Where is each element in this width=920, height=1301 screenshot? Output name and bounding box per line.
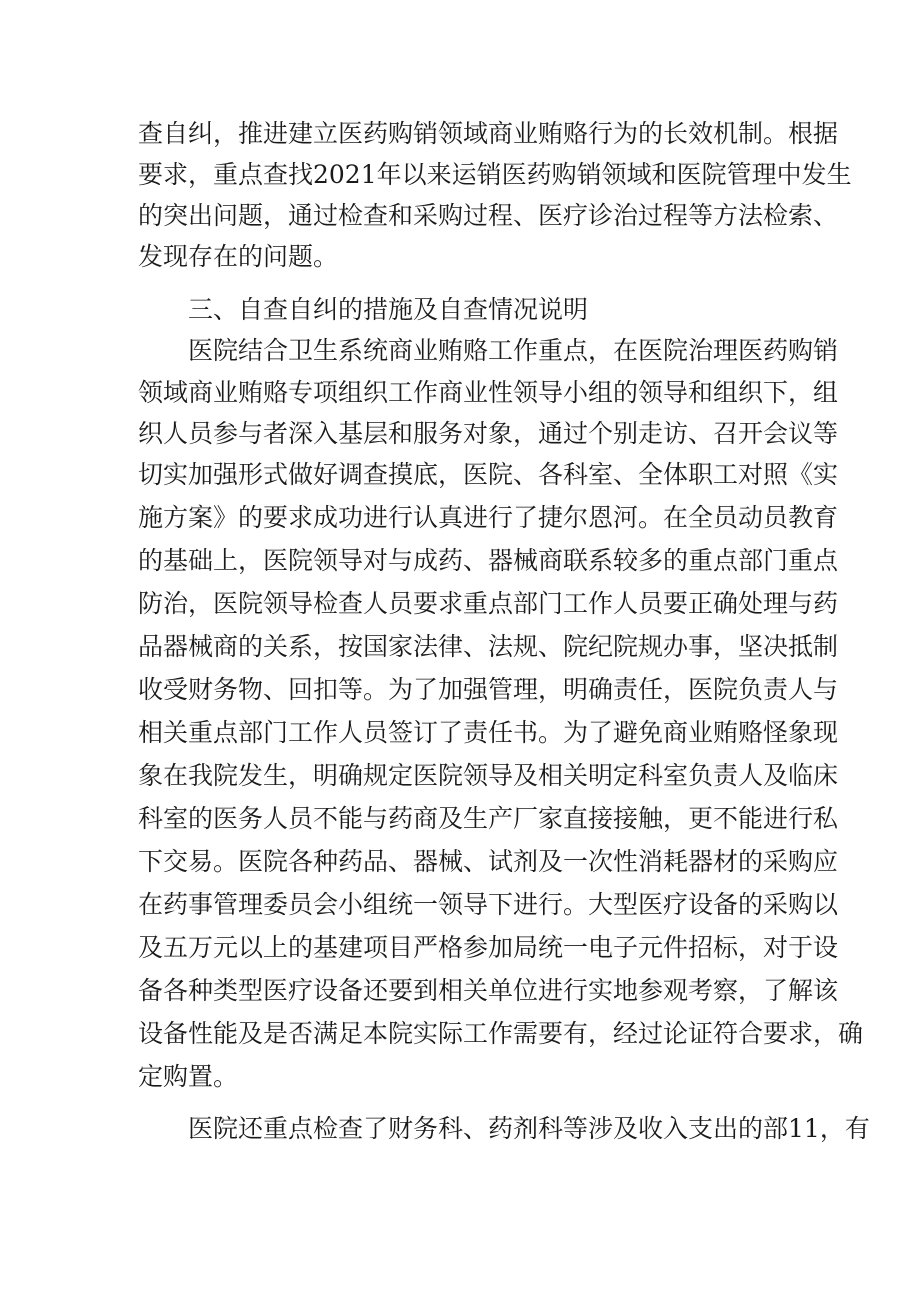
paragraph-line: 织人员参与者深入基层和服务对象，通过个别走访、召开会议等 bbox=[138, 419, 839, 448]
section-heading: 三、自查自纠的措施及自查情况说明 bbox=[188, 295, 589, 324]
paragraph-line: 及五万元以上的基建项目严格参加局统一电子元件招标，对于设 bbox=[138, 933, 839, 962]
paragraph-line: 在药事管理委员会小组统一领导下进行。大型医疗设备的采购以 bbox=[138, 890, 839, 919]
paragraph-line: 发现存在的问题。 bbox=[138, 242, 339, 271]
paragraph-line: 的突出问题，通过检查和采购过程、医疗诊治过程等方法检索、 bbox=[138, 201, 839, 230]
paragraph-line: 查自纠，推进建立医药购销领域商业贿赂行为的长效机制。根据 bbox=[138, 119, 839, 148]
paragraph-line: 切实加强形式做好调查摸底，医院、各科室、全体职工对照《实 bbox=[138, 460, 839, 489]
paragraph-line: 医院结合卫生系统商业贿赂工作重点，在医院治理医药购销 bbox=[188, 336, 839, 365]
paragraph-line: 防治，医院领导检查人员要求重点部门工作人员要正确处理与药 bbox=[138, 589, 839, 618]
paragraph-line: 要求，重点查找2021年以来运销医药购销领域和医院管理中发生 bbox=[138, 160, 852, 189]
paragraph-line: 领域商业贿赂专项组织工作商业性领导小组的领导和组织下，组 bbox=[138, 378, 839, 407]
paragraph-line: 品器械商的关系，按国家法律、法规、院纪院规办事，坚决抵制 bbox=[138, 632, 839, 661]
paragraph-line: 定购置。 bbox=[138, 1062, 239, 1091]
paragraph-line: 象在我院发生，明确规定医院领导及相关明定科室负责人及临床 bbox=[138, 761, 839, 790]
paragraph-line: 下交易。医院各种药品、器械、试剂及一次性消耗器材的采购应 bbox=[138, 847, 839, 876]
paragraph-line: 相关重点部门工作人员签订了责任书。为了避免商业贿赂怪象现 bbox=[138, 718, 839, 747]
paragraph-line: 科室的医务人员不能与药商及生产厂家直接接触，更不能进行私 bbox=[138, 804, 839, 833]
paragraph-line: 施方案》的要求成功进行认真进行了捷尔恩河。在全员动员教育 bbox=[138, 503, 839, 532]
paragraph-line: 备各种类型医疗设备还要到相关单位进行实地参观考察，了解该 bbox=[138, 976, 839, 1005]
paragraph-line: 收受财务物、回扣等。为了加强管理，明确责任，医院负责人与 bbox=[138, 675, 839, 704]
paragraph-line: 的基础上，医院领导对与成药、器械商联系较多的重点部门重点 bbox=[138, 546, 839, 575]
paragraph-line: 设备性能及是否满足本院实际工作需要有，经过论证符合要求，确 bbox=[138, 1019, 864, 1048]
paragraph-line: 医院还重点检查了财务科、药剂科等涉及收入支出的部11，有 bbox=[188, 1114, 870, 1143]
